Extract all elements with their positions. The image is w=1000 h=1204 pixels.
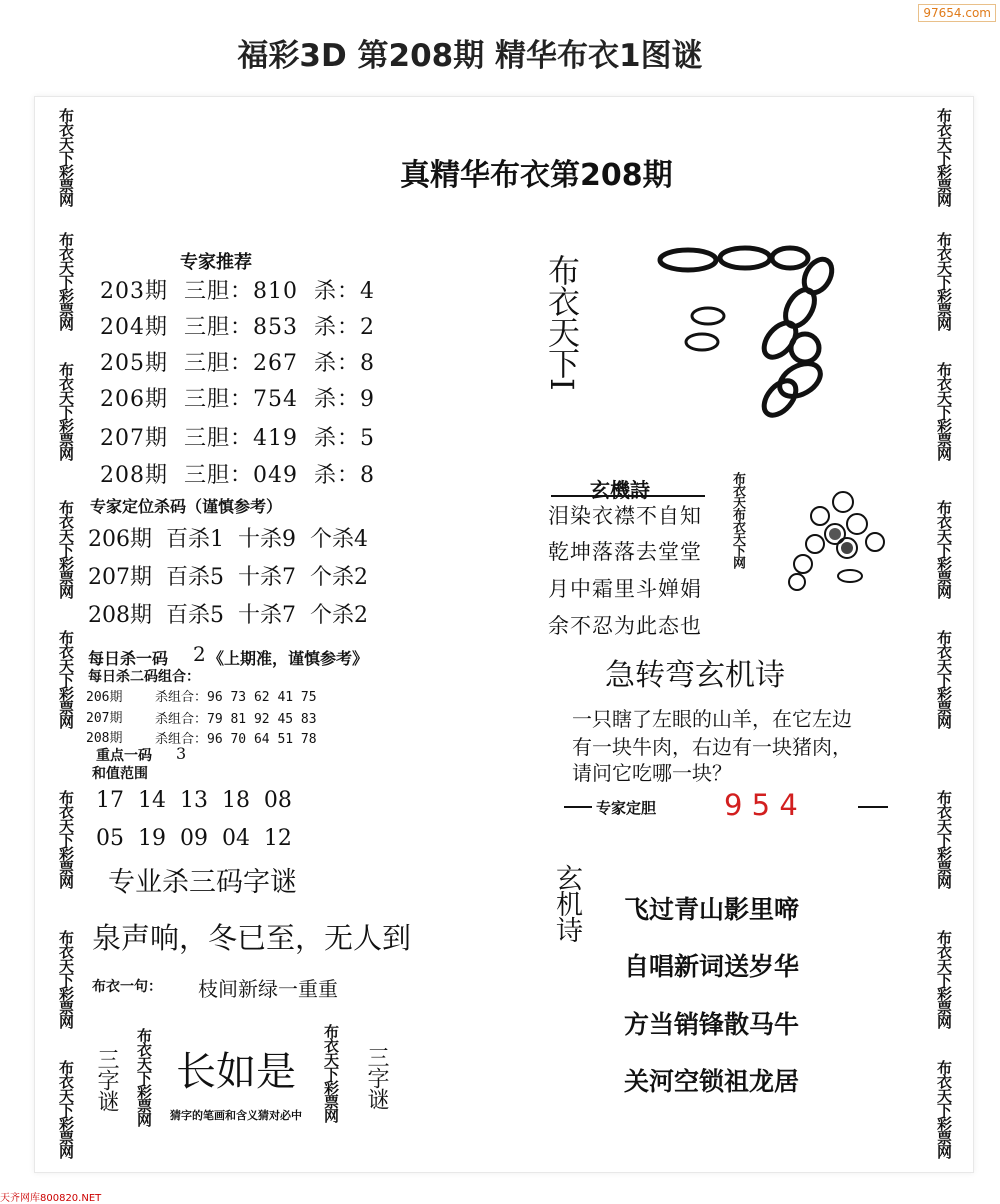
kill-two-combo: 杀组合：96 73 62 41 75 [155,690,317,705]
side-watermark: 布衣天下彩票网 [935,232,953,330]
position-kill-row: 207期 百杀5 十杀7 个杀2 [88,565,368,590]
kill-two-period: 207期 [86,711,123,726]
riddle-heading: 专业杀三码字谜 [108,867,297,898]
side-watermark: 布衣天下彩票网 [935,790,953,888]
poem-line: 方当销锋散马牛 [624,1010,800,1039]
side-watermark: 布衣天下彩票网 [322,1024,340,1122]
turn-text-line: 一只瞎了左眼的山羊，在它左边 [572,707,852,731]
turn-text-line: 请问它吃哪一块？ [572,761,732,785]
key-code-value: 3 [176,744,187,763]
side-watermark: 布衣天下彩票网 [935,930,953,1028]
key-code-label: 重点一码 [96,748,152,764]
sum-range-label: 和值范围 [92,766,148,782]
poem-label: 玄机诗 [551,864,582,942]
xuanji-line: 乾坤落落去堂堂 [548,540,702,564]
kill-one-label: 每日杀一码 [88,649,169,668]
expert-dan-value: 9 5 4 [724,788,798,822]
xuanji-line: 月中霜里斗婵娟 [548,577,702,601]
buyi-label: 布衣一句： [92,979,162,995]
buyi-text: 枝间新绿一重重 [198,977,338,1001]
side-watermark: 布衣天下彩票网 [935,630,953,728]
page-title: 福彩3D 第208期 精华布衣1图谜 [237,38,703,74]
side-watermark: 布衣天下彩票网 [935,108,953,206]
site-badge: 97654.com [918,4,996,22]
side-watermark: 布衣天下彩票网 [935,362,953,460]
position-kill-row: 208期 百杀5 十杀7 个杀2 [88,603,368,628]
side-watermark: 布衣天下彩票网 [57,930,75,1028]
turn-heading: 急转弯玄机诗 [605,658,785,693]
expert-row: 206期 三胆：754 杀：9 [100,387,375,412]
kill-two-combo: 杀组合：96 70 64 51 78 [155,732,317,747]
xuanji-heading: 玄機詩 [590,478,650,502]
expert-row: 204期 三胆：853 杀：2 [100,315,375,340]
three-char-riddle-label: 三字谜 [364,1046,389,1109]
sum-values: 05 19 09 04 12 [96,826,292,851]
kill-two-period: 208期 [86,731,123,746]
side-watermark: 布衣天下彩票网 [57,232,75,330]
position-kill-heading: 专家定位杀码（谨慎参考） [90,497,283,516]
turn-text-line: 有一块牛肉，右边有一块猪肉， [572,735,852,759]
kill-one-value: 2 [193,642,206,666]
kill-two-combo: 杀组合：79 81 92 45 83 [155,712,317,727]
xuanji-line: 泪染衣襟不自知 [548,504,702,528]
side-watermark: 布衣天下彩票网 [57,1060,75,1158]
side-watermark: 布衣天下彩票网 [135,1028,153,1126]
riddle-note: 猜字的笔画和含义猜对必中 [170,1109,302,1122]
side-watermark: 布衣天下彩票网 [57,790,75,888]
three-char-riddle-label: 三字谜 [94,1048,119,1111]
kill-two-heading: 每日杀二码组合： [88,669,200,685]
coins-illustration [775,488,885,598]
main-title: 真精华布衣第208期 [400,158,673,193]
sum-values: 17 14 13 18 08 [96,788,292,813]
side-watermark: 布衣天下彩票网 [57,630,75,728]
poem-line: 关河空锁祖龙居 [624,1067,800,1096]
side-watermark: 布衣天下彩票网 [57,362,75,460]
expert-row: 205期 三胆：267 杀：8 [100,351,375,376]
xuanji-line: 余不忍为此态也 [548,614,702,638]
poem-line: 飞过青山影里啼 [624,895,800,924]
side-watermark: 布衣天下彩票网 [935,1060,953,1158]
expert-heading: 专家推荐 [180,252,252,273]
footer-watermark: 天齐网库800820.NET [0,1193,102,1204]
buyi-vertical-title: 布衣天下I [543,254,581,390]
expert-dan-label: 专家定胆 [596,799,657,817]
coin-chain-illustration [650,240,850,430]
side-watermark: 布衣天下彩票网 [57,108,75,206]
dan-line-right [858,806,888,808]
poem-line: 自唱新词送岁华 [624,952,800,981]
side-watermark: 布衣天下彩票网 [935,500,953,598]
expert-row: 207期 三胆：419 杀：5 [100,426,375,451]
kill-two-period: 206期 [86,690,123,705]
expert-row: 203期 三胆：810 杀：4 [100,279,375,304]
dan-line-left [564,806,592,808]
side-watermark: 布衣天布衣天下网 [730,472,745,568]
side-watermark: 布衣天下彩票网 [57,500,75,598]
position-kill-row: 206期 百杀1 十杀9 个杀4 [88,527,368,552]
kill-one-note: 《上期准，谨慎参考》 [208,649,369,668]
riddle-line: 泉声响，冬已至，无人到 [92,921,412,955]
expert-row: 208期 三胆：049 杀：8 [100,463,375,488]
riddle-answer: 长如是 [176,1049,296,1095]
